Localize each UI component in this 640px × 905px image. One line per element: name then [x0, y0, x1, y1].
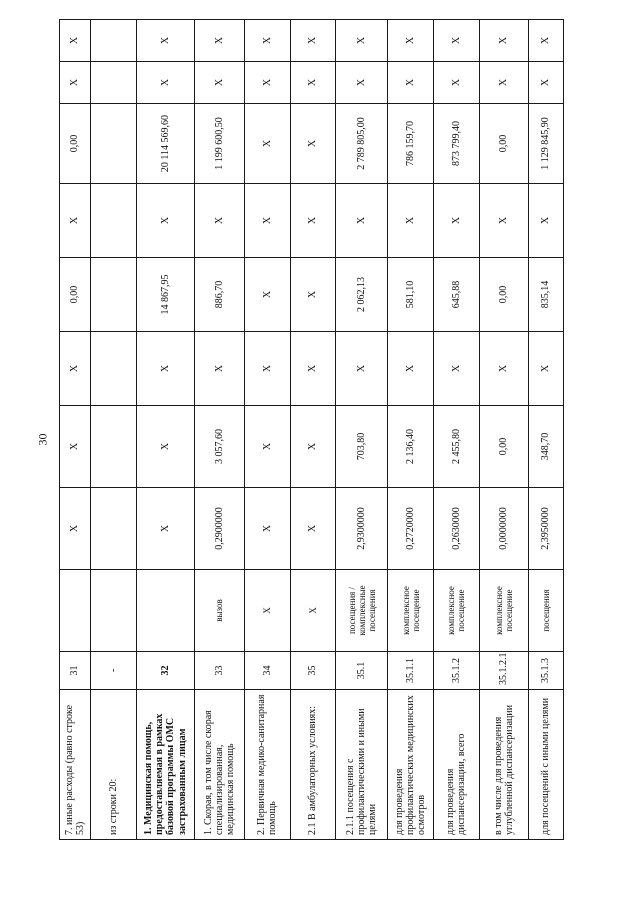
budget-total-cell [91, 184, 137, 258]
volume-norm-cell: 2,9300000 [336, 488, 388, 570]
table-row [388, 20, 434, 840]
share-cell: X [388, 62, 434, 104]
extra-cell: X [136, 20, 194, 62]
rotated-table-wrapper [59, 20, 564, 840]
table-row [195, 20, 245, 840]
oms-per-capita-cell: 886,70 [195, 258, 245, 332]
row-unit-cell: X [290, 570, 336, 652]
share-cell: X [244, 62, 290, 104]
row-name-cell: для проведения диспансеризации, всего [434, 690, 480, 840]
extra-cell [91, 20, 137, 62]
oms-total-cell: 0,00 [60, 104, 91, 184]
volume-norm-cell: X [60, 488, 91, 570]
unit-cost-cell [91, 406, 137, 488]
budget-total-cell: X [244, 184, 290, 258]
row-name-cell: 1. Медицинская помощь, предоставляемая в рамках базовой программы ОМС застрахованным лицам [136, 690, 194, 840]
budget-per-capita-cell: X [434, 332, 480, 406]
unit-cost-cell: 703,80 [336, 406, 388, 488]
extra-cell: X [336, 20, 388, 62]
budget-per-capita-cell: X [244, 332, 290, 406]
extra-cell: X [195, 20, 245, 62]
oms-per-capita-cell: 0,00 [60, 258, 91, 332]
unit-cost-cell: X [290, 406, 336, 488]
table-row [290, 20, 336, 840]
budget-per-capita-cell: X [336, 332, 388, 406]
row-name-cell: для проведения профилактических медицинских осмотров [388, 690, 434, 840]
oms-per-capita-cell: 2 062,13 [336, 258, 388, 332]
budget-total-cell: X [336, 184, 388, 258]
budget-per-capita-cell: X [195, 332, 245, 406]
budget-total-cell: X [388, 184, 434, 258]
share-cell: X [290, 62, 336, 104]
budget-total-cell: X [434, 184, 480, 258]
table-row [244, 20, 290, 840]
row-code-cell: 35.1.1 [388, 652, 434, 690]
volume-norm-cell: 2,3950000 [528, 488, 563, 570]
table-row [136, 20, 194, 840]
oms-total-cell: X [290, 104, 336, 184]
unit-cost-cell: 2 136,40 [388, 406, 434, 488]
oms-per-capita-cell: 0,00 [479, 258, 528, 332]
share-cell: X [434, 62, 480, 104]
oms-total-cell: 2 789 805,00 [336, 104, 388, 184]
oms-per-capita-cell: 645,88 [434, 258, 480, 332]
share-cell: X [136, 62, 194, 104]
oms-total-cell: 786 159,70 [388, 104, 434, 184]
extra-cell: X [434, 20, 480, 62]
oms-per-capita-cell: X [290, 258, 336, 332]
budget-total-cell: X [290, 184, 336, 258]
row-unit-cell: комплексное посещение [434, 570, 480, 652]
row-code-cell: 33 [195, 652, 245, 690]
unit-cost-cell: 348,70 [528, 406, 563, 488]
table-row [528, 20, 563, 840]
share-cell: X [479, 62, 528, 104]
volume-norm-cell: X [136, 488, 194, 570]
oms-total-cell [91, 104, 137, 184]
unit-cost-cell: X [244, 406, 290, 488]
budget-per-capita-cell [91, 332, 137, 406]
extra-cell: X [528, 20, 563, 62]
budget-total-cell: X [479, 184, 528, 258]
row-unit-cell: посещения [528, 570, 563, 652]
oms-per-capita-cell [91, 258, 137, 332]
oms-per-capita-cell: 581,10 [388, 258, 434, 332]
row-code-cell: 35 [290, 652, 336, 690]
unit-cost-cell: X [60, 406, 91, 488]
cost-table [59, 19, 564, 840]
volume-norm-cell [91, 488, 137, 570]
row-name-cell: из строки 20: [91, 690, 137, 840]
row-name-cell: 1. Скорая, в том числе скорая специализированная, медицинская помощь [195, 690, 245, 840]
share-cell: X [336, 62, 388, 104]
share-cell [91, 62, 137, 104]
volume-norm-cell: X [290, 488, 336, 570]
row-unit-cell: комплексное посещение [388, 570, 434, 652]
budget-total-cell: X [195, 184, 245, 258]
volume-norm-cell: 0,2630000 [434, 488, 480, 570]
extra-cell: X [388, 20, 434, 62]
oms-per-capita-cell: 835,14 [528, 258, 563, 332]
table-row [91, 20, 137, 840]
unit-cost-cell: 0,00 [479, 406, 528, 488]
row-name-cell: для посещений с иными целями [528, 690, 563, 840]
volume-norm-cell: 0,2900000 [195, 488, 245, 570]
volume-norm-cell: X [244, 488, 290, 570]
budget-per-capita-cell: X [479, 332, 528, 406]
share-cell: X [195, 62, 245, 104]
row-name-cell: 7. иные расходы (равно строке 53) [60, 690, 91, 840]
oms-per-capita-cell: 14 867,95 [136, 258, 194, 332]
row-unit-cell: комплексное посещение [479, 570, 528, 652]
budget-per-capita-cell: X [136, 332, 194, 406]
row-unit-cell: вызов [195, 570, 245, 652]
table-row [60, 20, 91, 840]
oms-total-cell: X [244, 104, 290, 184]
row-name-cell: 2.1.1 посещения с профилактическими и иными целями [336, 690, 388, 840]
row-name-cell: 2. Первичная медико-санитарная помощь [244, 690, 290, 840]
budget-total-cell: X [528, 184, 563, 258]
table-row [336, 20, 388, 840]
oms-per-capita-cell: X [244, 258, 290, 332]
row-unit-cell: посещения / комплексные посещения [336, 570, 388, 652]
oms-total-cell: 20 114 569,60 [136, 104, 194, 184]
budget-total-cell: X [136, 184, 194, 258]
unit-cost-cell: 2 455,80 [434, 406, 480, 488]
row-code-cell: - [91, 652, 137, 690]
row-code-cell: 32 [136, 652, 194, 690]
row-unit-cell: X [244, 570, 290, 652]
oms-total-cell: 1 199 600,50 [195, 104, 245, 184]
table-row [479, 20, 528, 840]
extra-cell: X [60, 20, 91, 62]
share-cell: X [60, 62, 91, 104]
volume-norm-cell: 0,2720000 [388, 488, 434, 570]
budget-per-capita-cell: X [60, 332, 91, 406]
row-unit-cell [91, 570, 137, 652]
row-name-cell: 2.1 В амбулаторных условиях: [290, 690, 336, 840]
row-code-cell: 35.1.2 [434, 652, 480, 690]
oms-total-cell: 1 129 845,90 [528, 104, 563, 184]
page-number: 30 [35, 433, 50, 446]
row-code-cell: 34 [244, 652, 290, 690]
budget-per-capita-cell: X [528, 332, 563, 406]
row-code-cell: 35.1.2.1 [479, 652, 528, 690]
oms-total-cell: 0,00 [479, 104, 528, 184]
volume-norm-cell: 0,0000000 [479, 488, 528, 570]
row-unit-cell [136, 570, 194, 652]
budget-total-cell: X [60, 184, 91, 258]
budget-per-capita-cell: X [290, 332, 336, 406]
extra-cell: X [479, 20, 528, 62]
unit-cost-cell: X [136, 406, 194, 488]
unit-cost-cell: 3 057,60 [195, 406, 245, 488]
row-unit-cell [60, 570, 91, 652]
table-row [434, 20, 480, 840]
row-code-cell: 35.1 [336, 652, 388, 690]
budget-per-capita-cell: X [388, 332, 434, 406]
row-name-cell: в том числе для проведения углубленной диспансеризации [479, 690, 528, 840]
extra-cell: X [244, 20, 290, 62]
share-cell: X [528, 62, 563, 104]
row-code-cell: 35.1.3 [528, 652, 563, 690]
oms-total-cell: 873 799,40 [434, 104, 480, 184]
extra-cell: X [290, 20, 336, 62]
row-code-cell: 31 [60, 652, 91, 690]
